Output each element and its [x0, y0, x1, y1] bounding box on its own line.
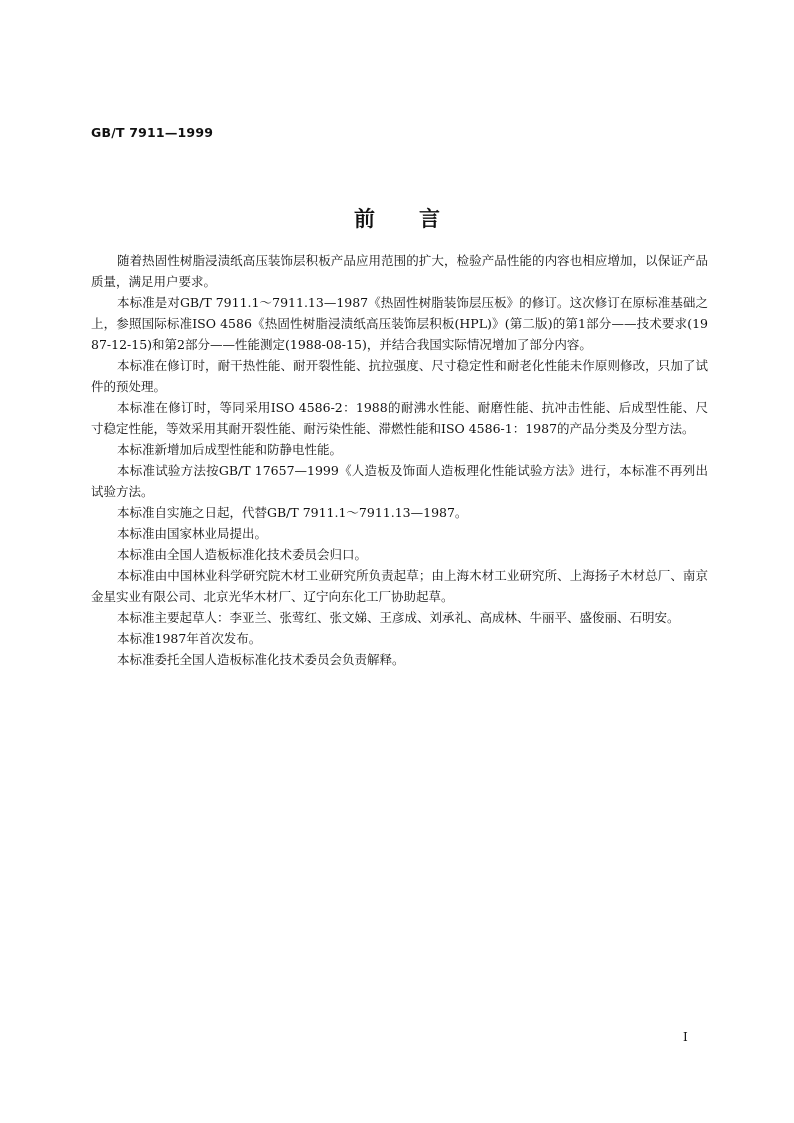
paragraph-6: 本标准试验方法按GB/T 17657—1999《人造板及饰面人造板理化性能试验方法》进行，本标准不再列出试验方法。 [91, 463, 708, 499]
paragraph-12: 本标准1987年首次发布。 [117, 631, 262, 646]
document-header: GB/T 7911—1999 [91, 125, 214, 140]
paragraph-10: 本标准由中国林业科学研究院木材工业研究所负责起草；由上海木材工业研究所、上海扬子木材总厂、南京金星实业有限公司、北京光华木材厂、辽宁向东化工厂协助起草。 [91, 568, 708, 604]
paragraph-4: 本标准在修订时，等同采用ISO 4586-2：1988的耐沸水性能、耐磨性能、抗冲击性能、后成型性能、尺寸稳定性能，等效采用其耐开裂性能、耐污染性能、滞燃性能和ISO 4586-1：1987的产品分类及分型方法。 [91, 400, 708, 436]
paragraph-1: 随着热固性树脂浸渍纸高压装饰层积板产品应用范围的扩大，检验产品性能的内容也相应增加，以保证产品质量，满足用户要求。 [91, 253, 708, 289]
paragraph-2: 本标准是对GB/T 7911.1～7911.13—1987《热固性树脂装饰层压板》的修订。这次修订在原标准基础之上，参照国际标准ISO 4586《热固性树脂浸渍纸高压装饰层积板(HPL)》(第二版)的第1部分——技术要求(1987-12-15)和第2部分——性能测定(1988-08-15)，并结合我国实际情况增加了部分内容。 [91, 295, 708, 352]
paragraph-9: 本标准由全国人造板标准化技术委员会归口。 [117, 547, 368, 562]
page-title: 前言 [354, 206, 484, 231]
foreword-body [91, 250, 708, 670]
paragraph-11: 本标准主要起草人：李亚兰、张莺红、张文娣、王彦成、刘承礼、高成林、牛丽平、盛俊丽、石明安。 [117, 610, 680, 625]
paragraph-13: 本标准委托全国人造板标准化技术委员会负责解释。 [117, 652, 405, 667]
paragraph-5: 本标准新增加后成型性能和防静电性能。 [117, 442, 343, 457]
paragraph-3: 本标准在修订时，耐干热性能、耐开裂性能、抗拉强度、尺寸稳定性和耐老化性能未作原则修改，只加了试件的预处理。 [91, 358, 708, 394]
paragraph-7: 本标准自实施之日起，代替GB/T 7911.1～7911.13—1987。 [117, 505, 468, 520]
page-number: I [683, 1030, 688, 1044]
paragraph-8: 本标准由国家林业局提出。 [117, 526, 268, 541]
